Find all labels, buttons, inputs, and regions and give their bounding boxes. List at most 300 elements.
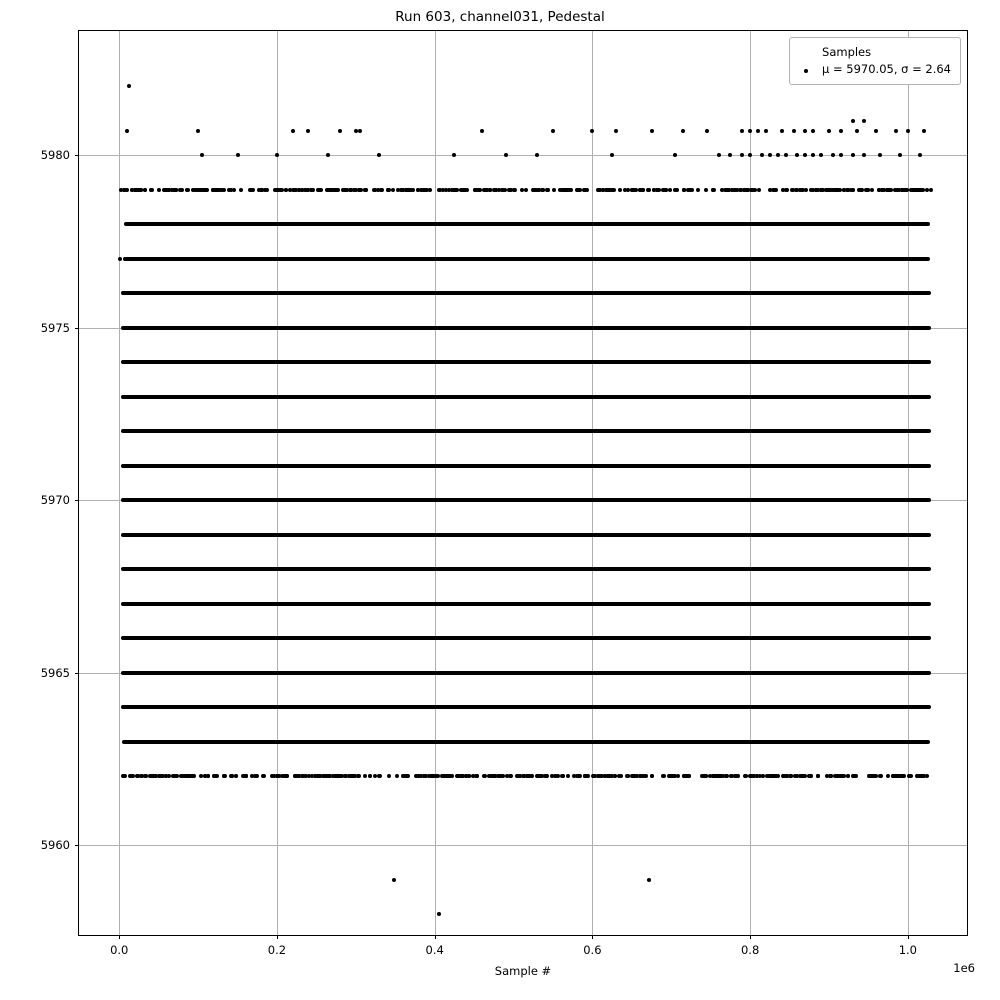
data-point bbox=[592, 222, 596, 226]
y-tick-label: 5980 bbox=[40, 148, 70, 163]
data-point bbox=[895, 774, 899, 778]
data-point bbox=[607, 188, 611, 192]
data-point bbox=[444, 188, 448, 192]
data-point bbox=[632, 222, 636, 226]
data-point bbox=[784, 188, 788, 192]
data-point bbox=[183, 774, 187, 778]
data-point bbox=[690, 188, 694, 192]
data-point bbox=[830, 257, 834, 261]
data-point bbox=[623, 188, 627, 192]
data-point bbox=[473, 188, 477, 192]
data-point bbox=[127, 257, 131, 261]
data-point bbox=[738, 257, 742, 261]
data-point bbox=[392, 878, 396, 882]
data-point bbox=[284, 188, 288, 192]
data-point bbox=[917, 257, 921, 261]
data-point bbox=[509, 774, 513, 778]
data-point bbox=[886, 774, 890, 778]
data-point bbox=[401, 188, 405, 192]
data-point bbox=[278, 188, 282, 192]
y-tick-label: 5975 bbox=[40, 320, 70, 335]
data-point bbox=[804, 188, 808, 192]
data-point bbox=[844, 257, 848, 261]
data-point bbox=[894, 129, 898, 133]
data-point bbox=[580, 257, 584, 261]
data-point bbox=[618, 188, 622, 192]
data-point bbox=[575, 188, 579, 192]
data-point bbox=[833, 188, 837, 192]
data-point bbox=[667, 222, 671, 226]
data-band bbox=[121, 395, 931, 399]
x-tick bbox=[119, 935, 120, 939]
data-point bbox=[492, 774, 496, 778]
data-point bbox=[157, 774, 161, 778]
data-band bbox=[121, 291, 931, 295]
data-point bbox=[445, 257, 449, 261]
data-point bbox=[186, 188, 190, 192]
data-point bbox=[617, 774, 621, 778]
data-point bbox=[827, 129, 831, 133]
y-tick-label: 5965 bbox=[40, 665, 70, 680]
data-point bbox=[664, 188, 668, 192]
data-point bbox=[757, 188, 761, 192]
data-point bbox=[650, 774, 654, 778]
data-point bbox=[275, 188, 279, 192]
data-point bbox=[165, 188, 169, 192]
data-point bbox=[513, 188, 517, 192]
data-point bbox=[475, 774, 479, 778]
data-point bbox=[532, 188, 536, 192]
data-point bbox=[372, 188, 376, 192]
data-point bbox=[829, 774, 833, 778]
data-point bbox=[839, 129, 843, 133]
data-point bbox=[814, 188, 818, 192]
data-point bbox=[851, 188, 855, 192]
data-point bbox=[143, 188, 147, 192]
data-point bbox=[879, 257, 883, 261]
data-point bbox=[760, 153, 764, 157]
x-tick-label: 0.0 bbox=[110, 943, 129, 957]
data-point bbox=[291, 129, 295, 133]
y-tick bbox=[75, 155, 79, 156]
data-point bbox=[480, 129, 484, 133]
data-point bbox=[463, 188, 467, 192]
x-tick-label: 0.8 bbox=[740, 943, 760, 957]
data-point bbox=[293, 188, 297, 192]
data-point bbox=[756, 129, 760, 133]
data-point bbox=[668, 188, 672, 192]
data-point bbox=[614, 129, 618, 133]
data-point bbox=[839, 153, 843, 157]
data-point bbox=[157, 188, 161, 192]
data-point bbox=[561, 774, 565, 778]
legend-title: Samples bbox=[822, 45, 872, 59]
data-point bbox=[337, 774, 341, 778]
data-point bbox=[785, 774, 789, 778]
data-point bbox=[144, 774, 148, 778]
data-point bbox=[530, 774, 534, 778]
data-point bbox=[524, 188, 528, 192]
data-point bbox=[855, 129, 859, 133]
data-point bbox=[249, 188, 253, 192]
data-point bbox=[590, 129, 594, 133]
data-point bbox=[597, 188, 601, 192]
data-point bbox=[467, 774, 471, 778]
data-point bbox=[878, 153, 882, 157]
data-point bbox=[795, 257, 799, 261]
data-point bbox=[331, 257, 335, 261]
data-point bbox=[740, 129, 744, 133]
data-point bbox=[424, 188, 428, 192]
data-point bbox=[534, 257, 538, 261]
data-point bbox=[440, 222, 444, 226]
data-point bbox=[610, 153, 614, 157]
data-point bbox=[854, 774, 858, 778]
data-point bbox=[696, 188, 700, 192]
data-point bbox=[906, 129, 910, 133]
data-point bbox=[750, 188, 754, 192]
data-point bbox=[341, 188, 345, 192]
data-point bbox=[275, 153, 279, 157]
data-point bbox=[368, 774, 372, 778]
data-point bbox=[119, 188, 123, 192]
data-point bbox=[851, 119, 855, 123]
data-point bbox=[541, 188, 545, 192]
data-point bbox=[776, 774, 780, 778]
data-point bbox=[740, 153, 744, 157]
data-point bbox=[387, 774, 391, 778]
x-tick bbox=[750, 935, 751, 939]
data-band bbox=[121, 602, 931, 606]
y-tick bbox=[75, 500, 79, 501]
data-point bbox=[234, 774, 238, 778]
data-point bbox=[123, 257, 127, 261]
data-point bbox=[214, 188, 218, 192]
data-point bbox=[161, 774, 165, 778]
x-tick-label: 0.2 bbox=[267, 943, 287, 957]
data-point bbox=[768, 153, 772, 157]
data-point bbox=[125, 129, 129, 133]
data-point bbox=[711, 188, 715, 192]
x-tick bbox=[277, 935, 278, 939]
data-point bbox=[922, 129, 926, 133]
data-point bbox=[395, 774, 399, 778]
data-band bbox=[121, 326, 931, 330]
data-point bbox=[452, 153, 456, 157]
data-point bbox=[499, 774, 503, 778]
data-point bbox=[344, 774, 348, 778]
data-point bbox=[149, 188, 153, 192]
x-gridline bbox=[119, 31, 120, 935]
data-point bbox=[552, 188, 556, 192]
data-point bbox=[862, 119, 866, 123]
data-band bbox=[121, 360, 931, 364]
data-point bbox=[879, 774, 883, 778]
data-point bbox=[925, 188, 929, 192]
data-band bbox=[121, 705, 931, 709]
legend-entry-samples bbox=[799, 61, 951, 78]
data-point bbox=[300, 188, 304, 192]
data-point bbox=[918, 153, 922, 157]
data-point bbox=[776, 153, 780, 157]
data-point bbox=[224, 257, 228, 261]
data-point bbox=[179, 222, 183, 226]
data-point bbox=[359, 188, 363, 192]
data-point bbox=[504, 153, 508, 157]
data-point bbox=[831, 153, 835, 157]
data-point bbox=[456, 257, 460, 261]
y-tick-label: 5970 bbox=[40, 493, 70, 508]
data-point bbox=[125, 188, 129, 192]
data-band bbox=[121, 533, 931, 537]
data-point bbox=[650, 129, 654, 133]
data-point bbox=[377, 153, 381, 157]
data-point bbox=[819, 153, 823, 157]
data-point bbox=[357, 774, 361, 778]
data-point bbox=[174, 188, 178, 192]
data-point bbox=[792, 129, 796, 133]
data-point bbox=[358, 129, 362, 133]
data-point bbox=[728, 153, 732, 157]
data-point bbox=[647, 878, 651, 882]
data-point bbox=[558, 188, 562, 192]
data-point bbox=[647, 188, 651, 192]
data-point bbox=[275, 222, 279, 226]
x-gridline bbox=[592, 31, 593, 935]
data-point bbox=[586, 774, 590, 778]
data-point bbox=[127, 84, 131, 88]
data-point bbox=[196, 129, 200, 133]
data-point bbox=[200, 153, 204, 157]
data-point bbox=[858, 188, 862, 192]
data-point bbox=[654, 257, 658, 261]
data-point bbox=[236, 153, 240, 157]
data-point bbox=[572, 774, 576, 778]
data-band bbox=[121, 464, 931, 468]
data-point bbox=[681, 129, 685, 133]
data-point bbox=[925, 774, 929, 778]
data-point bbox=[657, 188, 661, 192]
data-point bbox=[118, 257, 122, 261]
data-point bbox=[306, 188, 310, 192]
x-tick-label: 0.6 bbox=[583, 943, 602, 957]
data-point bbox=[811, 153, 815, 157]
data-point bbox=[256, 257, 260, 261]
chart-title: Run 603, channel031, Pedestal bbox=[395, 9, 605, 25]
data-point bbox=[136, 257, 140, 261]
data-point bbox=[494, 188, 498, 192]
data-point bbox=[772, 188, 776, 192]
x-tick-label: 0.4 bbox=[425, 943, 444, 957]
data-point bbox=[602, 257, 606, 261]
data-point bbox=[389, 222, 393, 226]
data-point bbox=[501, 188, 505, 192]
data-point bbox=[222, 774, 226, 778]
data-point bbox=[784, 153, 788, 157]
x-gridline bbox=[750, 31, 751, 935]
data-point bbox=[326, 153, 330, 157]
data-point bbox=[851, 153, 855, 157]
data-point bbox=[761, 774, 765, 778]
data-point bbox=[551, 129, 555, 133]
point-marker-icon bbox=[799, 61, 813, 78]
data-point bbox=[846, 774, 850, 778]
data-point bbox=[559, 257, 563, 261]
data-band bbox=[121, 429, 931, 433]
x-gridline bbox=[435, 31, 436, 935]
data-point bbox=[673, 153, 677, 157]
data-point bbox=[206, 774, 210, 778]
data-point bbox=[569, 188, 573, 192]
data-point bbox=[483, 774, 487, 778]
data-point bbox=[768, 188, 772, 192]
data-point bbox=[329, 188, 333, 192]
data-point bbox=[929, 188, 933, 192]
data-point bbox=[862, 153, 866, 157]
data-band bbox=[121, 567, 931, 571]
data-point bbox=[898, 153, 902, 157]
data-point bbox=[453, 188, 457, 192]
data-point bbox=[427, 222, 431, 226]
data-point bbox=[705, 129, 709, 133]
data-point bbox=[262, 774, 266, 778]
data-band bbox=[121, 636, 931, 640]
data-point bbox=[675, 188, 679, 192]
x-tick bbox=[592, 935, 593, 939]
data-point bbox=[789, 774, 793, 778]
data-point bbox=[644, 774, 648, 778]
data-point bbox=[894, 257, 898, 261]
data-point bbox=[898, 257, 902, 261]
data-point bbox=[835, 257, 839, 261]
data-point bbox=[199, 774, 203, 778]
data-point bbox=[131, 257, 135, 261]
x-gridline bbox=[277, 31, 278, 935]
data-point bbox=[596, 222, 600, 226]
data-point bbox=[482, 188, 486, 192]
data-point bbox=[809, 774, 813, 778]
data-band bbox=[122, 740, 930, 744]
data-point bbox=[874, 129, 878, 133]
data-point bbox=[733, 188, 737, 192]
legend bbox=[789, 37, 961, 85]
data-point bbox=[803, 129, 807, 133]
plot-area bbox=[79, 31, 967, 935]
data-point bbox=[546, 188, 550, 192]
data-point bbox=[716, 774, 720, 778]
data-point bbox=[406, 774, 410, 778]
data-point bbox=[748, 129, 752, 133]
data-point bbox=[536, 188, 540, 192]
data-point bbox=[138, 188, 142, 192]
data-point bbox=[566, 774, 570, 778]
data-point bbox=[310, 257, 314, 261]
data-point bbox=[652, 188, 656, 192]
y-tick bbox=[75, 673, 79, 674]
data-point bbox=[311, 188, 315, 192]
data-point bbox=[239, 188, 243, 192]
data-point bbox=[391, 188, 395, 192]
x-axis-exponent: 1e6 bbox=[953, 961, 975, 975]
y-tick bbox=[75, 328, 79, 329]
x-tick bbox=[908, 935, 909, 939]
data-band bbox=[121, 498, 931, 502]
data-point bbox=[628, 257, 632, 261]
legend-stats: μ = 5970.05, σ = 2.64 bbox=[822, 61, 951, 76]
data-point bbox=[535, 153, 539, 157]
data-point bbox=[437, 912, 441, 916]
data-point bbox=[904, 188, 908, 192]
data-point bbox=[419, 257, 423, 261]
data-point bbox=[717, 153, 721, 157]
data-point bbox=[134, 222, 138, 226]
y-gridline bbox=[79, 845, 967, 846]
data-point bbox=[803, 153, 807, 157]
data-band bbox=[121, 671, 931, 675]
data-point bbox=[363, 774, 367, 778]
data-point bbox=[870, 188, 874, 192]
legend-title-row bbox=[799, 44, 951, 61]
data-point bbox=[428, 188, 432, 192]
data-point bbox=[820, 188, 824, 192]
y-tick-label: 5960 bbox=[40, 838, 70, 853]
data-point bbox=[373, 774, 377, 778]
data-point bbox=[232, 188, 236, 192]
data-point bbox=[889, 188, 893, 192]
data-point bbox=[794, 188, 798, 192]
data-point bbox=[450, 774, 454, 778]
data-point bbox=[704, 188, 708, 192]
data-point bbox=[748, 153, 752, 157]
data-point bbox=[826, 188, 830, 192]
data-point bbox=[175, 774, 179, 778]
data-point bbox=[638, 188, 642, 192]
data-point bbox=[764, 129, 768, 133]
data-point bbox=[780, 129, 784, 133]
data-point bbox=[727, 257, 731, 261]
data-point bbox=[416, 188, 420, 192]
y-tick bbox=[75, 845, 79, 846]
x-tick-label: 1.0 bbox=[898, 943, 917, 957]
data-point bbox=[437, 188, 441, 192]
x-axis-title: Sample # bbox=[494, 964, 552, 978]
data-point bbox=[364, 188, 368, 192]
data-point bbox=[379, 188, 383, 192]
data-point bbox=[816, 774, 820, 778]
data-point bbox=[306, 129, 310, 133]
x-gridline bbox=[908, 31, 909, 935]
data-point bbox=[864, 188, 868, 192]
data-point bbox=[626, 774, 630, 778]
data-point bbox=[133, 188, 137, 192]
data-point bbox=[213, 257, 217, 261]
data-point bbox=[824, 222, 828, 226]
data-point bbox=[860, 257, 864, 261]
data-point bbox=[338, 129, 342, 133]
data-point bbox=[349, 257, 353, 261]
data-point bbox=[585, 188, 589, 192]
data-point bbox=[378, 774, 382, 778]
data-point bbox=[222, 188, 226, 192]
data-point bbox=[772, 257, 776, 261]
data-point bbox=[632, 188, 636, 192]
data-point bbox=[551, 257, 555, 261]
data-point bbox=[811, 129, 815, 133]
data-point bbox=[766, 257, 770, 261]
data-point bbox=[795, 153, 799, 157]
x-tick bbox=[435, 935, 436, 939]
plot-axes bbox=[40, 30, 975, 975]
